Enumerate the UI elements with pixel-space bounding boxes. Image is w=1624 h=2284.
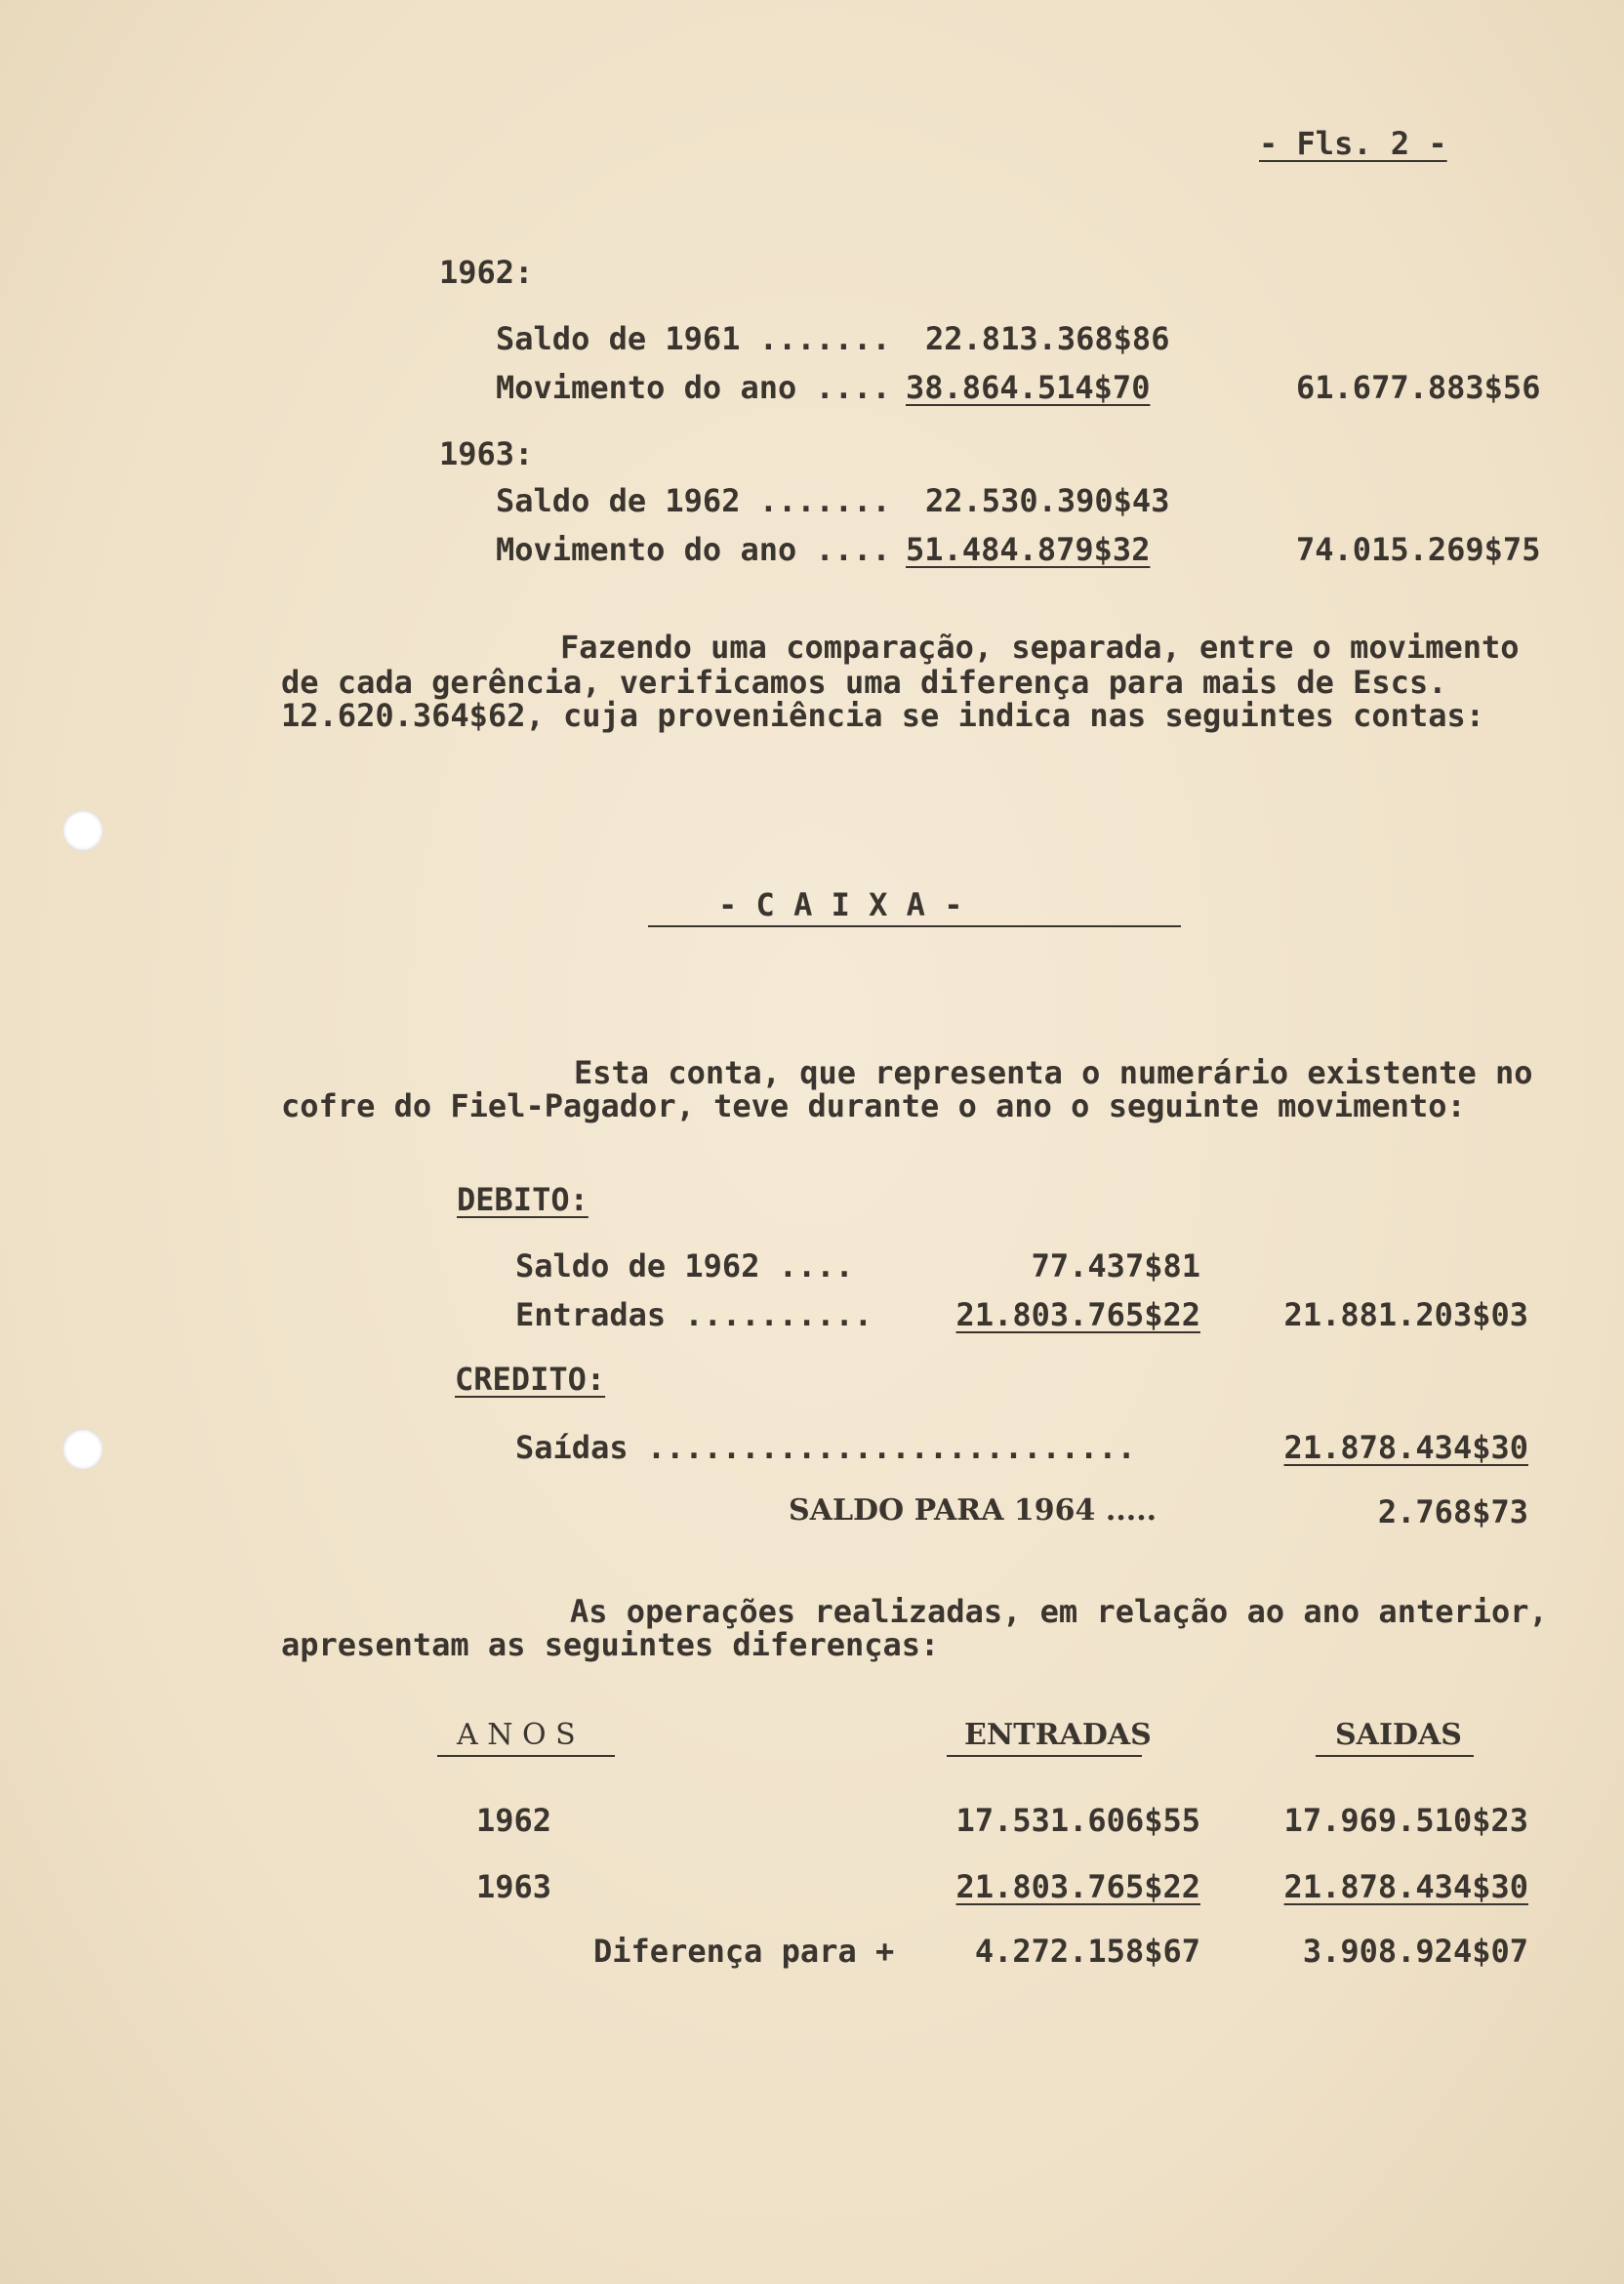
- debito-label: DEBITO:: [457, 1181, 589, 1218]
- row-1963-entradas: 21.803.765$22: [955, 1868, 1200, 1905]
- header-saidas: SAIDAS: [1335, 1718, 1462, 1752]
- row-1963-ano: 1963: [476, 1868, 552, 1905]
- paragraph2-line1: Esta conta, que representa o numerário existente no: [574, 1054, 1533, 1091]
- section-title-caixa: - C A I X A -: [718, 886, 963, 923]
- saldo-1962-caixa-label: Saldo de 1962 ....: [515, 1247, 854, 1285]
- paragraph1-line1: Fazendo uma comparação, separada, entre o movimento: [560, 629, 1520, 666]
- saldo-1961-value: 22.813.368$86: [925, 320, 1170, 357]
- row-1963-saidas: 21.878.434$30: [1283, 1868, 1528, 1905]
- header-anos-rule: [437, 1755, 615, 1757]
- paragraph2-line2: cofre do Fiel-Pagador, teve durante o ano o seguinte movimento:: [281, 1087, 1466, 1124]
- paragraph3-line2: apresentam as seguintes diferenças:: [281, 1626, 940, 1663]
- credito-label: CREDITO:: [455, 1361, 606, 1398]
- saldo-1962-label: Saldo de 1962 .......: [496, 482, 910, 519]
- row-1962-ano: 1962: [476, 1802, 552, 1839]
- entradas-label: Entradas ..........: [515, 1296, 873, 1333]
- total-1962: 61.677.883$56: [1296, 369, 1541, 406]
- paragraph1-line3: 12.620.364$62, cuja proveniência se indica nas seguintes contas:: [281, 697, 1484, 734]
- punch-hole: [62, 1429, 103, 1470]
- debito-total: 21.881.203$03: [1283, 1296, 1528, 1333]
- movimento-1963-label: Movimento do ano ....: [496, 531, 891, 568]
- difference-entradas: 4.272.158$67: [974, 1933, 1200, 1970]
- movimento-1962-label: Movimento do ano ....: [496, 369, 891, 406]
- saldo-1962-value: 22.530.390$43: [925, 482, 1170, 519]
- movimento-1963-value: 51.484.879$32: [906, 531, 1151, 568]
- header-entradas: ENTRADAS: [964, 1718, 1152, 1752]
- difference-label: Diferença para +: [593, 1933, 895, 1970]
- saidas-value: 21.878.434$30: [1283, 1429, 1528, 1466]
- saidas-label: Saídas ..........................: [515, 1429, 1136, 1466]
- saldo-1961-label: Saldo de 1961 .......: [496, 320, 910, 357]
- saldo-1962-caixa-value: 77.437$81: [1031, 1247, 1200, 1285]
- year-1963-label: 1963:: [439, 435, 534, 472]
- row-1962-saidas: 17.969.510$23: [1283, 1802, 1528, 1839]
- row-1962-entradas: 17.531.606$55: [955, 1802, 1200, 1839]
- punch-hole: [62, 810, 103, 851]
- saldo-para-1964-label: SALDO PARA 1964 .....: [789, 1493, 1157, 1528]
- year-1962-label: 1962:: [439, 254, 534, 291]
- header-saidas-rule: [1316, 1755, 1474, 1757]
- paragraph1-line2: de cada gerência, verificamos uma diferença para mais de Escs.: [281, 664, 1447, 701]
- section-title-rule: [648, 925, 1181, 927]
- saldo-para-1964-value: 2.768$73: [1377, 1493, 1528, 1530]
- paragraph3-line1: As operações realizadas, em relação ao ano anterior,: [570, 1593, 1548, 1630]
- page-number: - Fls. 2 -: [1259, 125, 1447, 162]
- header-anos: A N O S: [457, 1718, 576, 1752]
- difference-saidas: 3.908.924$07: [1302, 1933, 1528, 1970]
- header-entradas-rule: [947, 1755, 1142, 1757]
- movimento-1962-value: 38.864.514$70: [906, 369, 1151, 406]
- total-1963: 74.015.269$75: [1296, 531, 1541, 568]
- entradas-value: 21.803.765$22: [955, 1296, 1200, 1333]
